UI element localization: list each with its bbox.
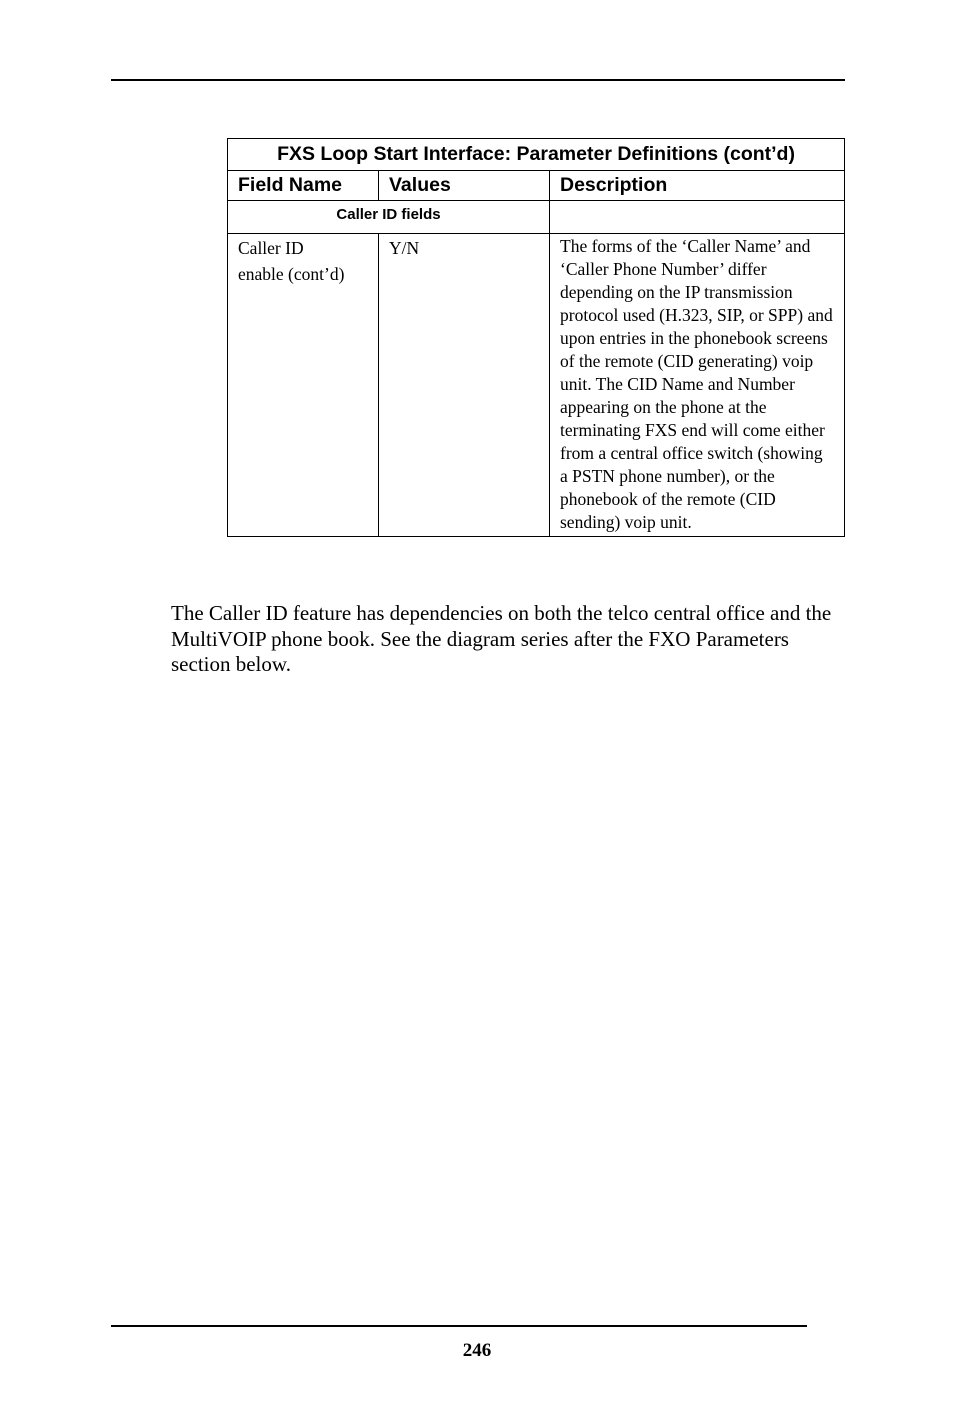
description-cell: The forms of the ‘Caller Name’ and ‘Caller Phone Number’ differ depending on the IP transmission protocol used (H.323, SIP, or SPP) and upon entries in the phonebook screens of the remote (CID generating) voip unit. The CID Name and Number appearing on the phone at the terminating FXS end will come either from a central office switch (showing a PSTN phone number), or the phonebook of the remote (CID sending) voip unit.	[550, 234, 845, 537]
section-blank-cell	[550, 201, 845, 234]
footer-rule	[111, 1325, 807, 1327]
page-number: 246	[462, 1340, 492, 1361]
section-label: Caller ID fields	[228, 201, 550, 234]
field-name-cell	[228, 234, 379, 537]
column-header-values: Values	[379, 171, 550, 201]
section-row	[228, 201, 845, 234]
column-header-description: Description	[550, 171, 845, 201]
field-name-line: enable (cont’d)	[238, 264, 345, 284]
table-header-row	[228, 171, 845, 201]
header-rule	[111, 79, 845, 81]
table-title-row	[228, 139, 845, 171]
values-cell: Y/N	[379, 234, 550, 537]
table-title: FXS Loop Start Interface: Parameter Definitions (cont’d)	[228, 139, 845, 171]
field-name-line: Caller ID	[238, 238, 304, 258]
table-row	[228, 234, 845, 537]
column-header-field-name: Field Name	[228, 171, 379, 201]
body-paragraph: The Caller ID feature has dependencies on both the telco central office and the MultiVOIP phone book. See the diagram series after the FXO Parameters section below.	[171, 601, 832, 676]
parameter-definitions-table	[227, 138, 845, 537]
